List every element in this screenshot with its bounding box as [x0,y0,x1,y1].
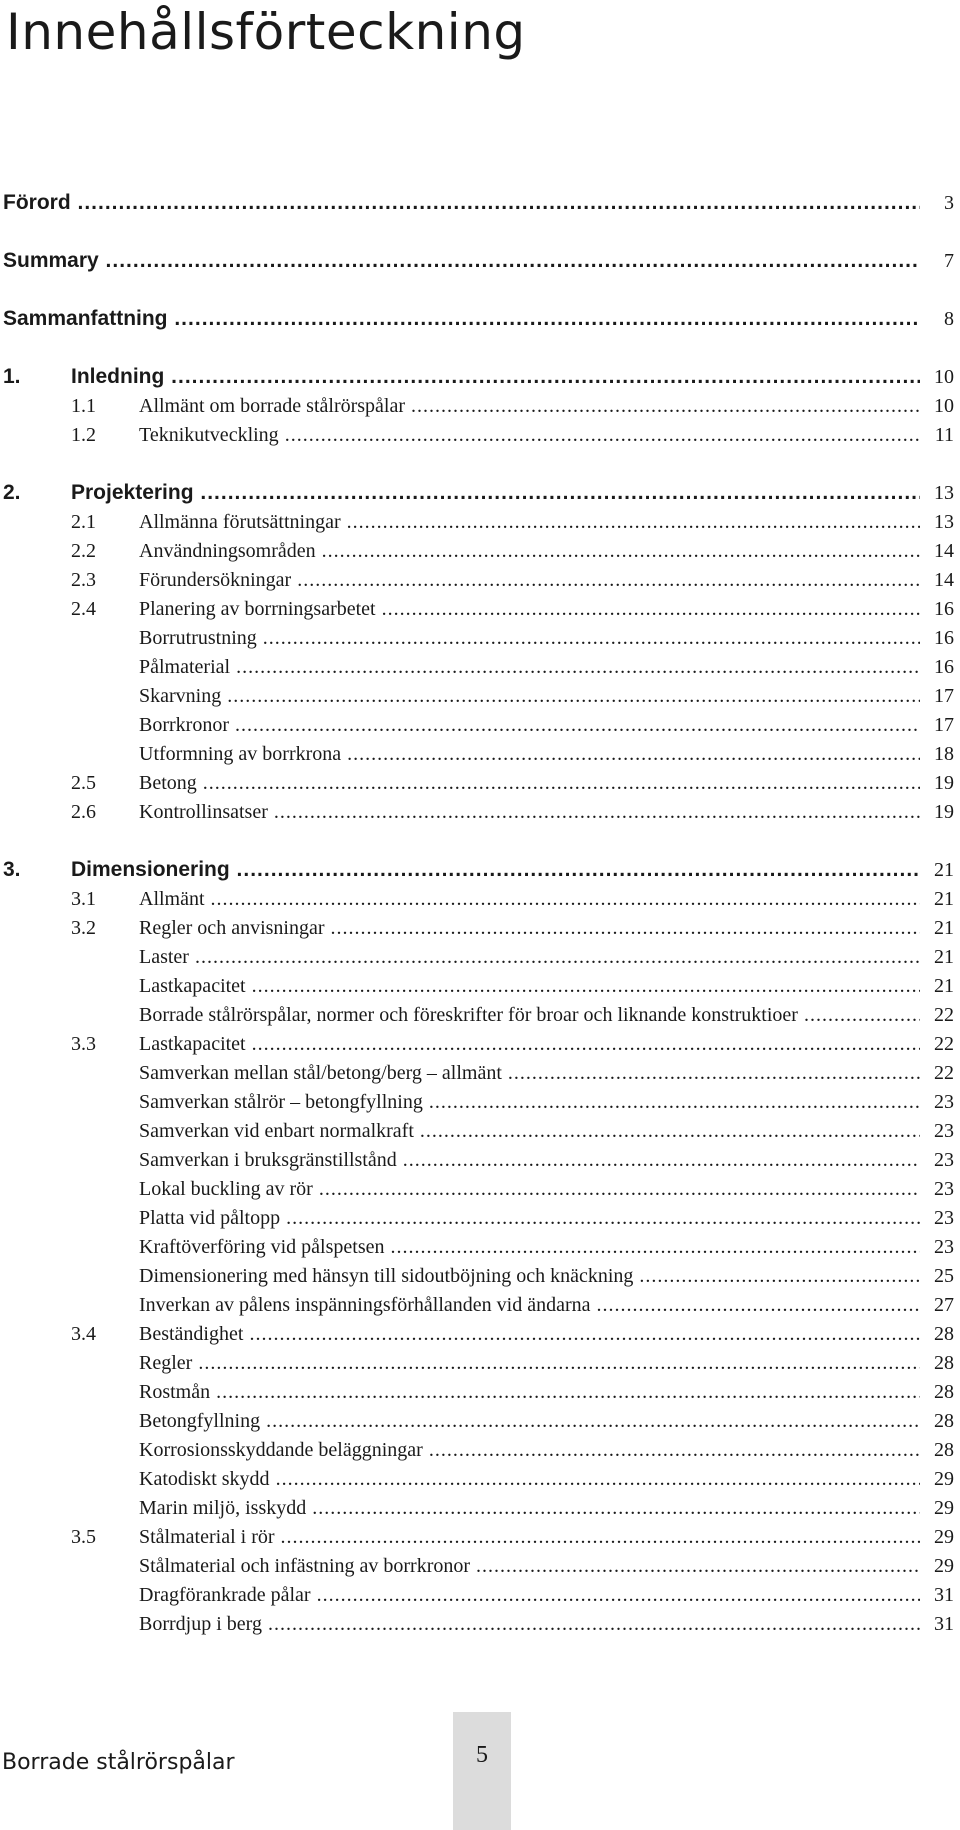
toc-row [0,1203,960,1233]
page-number: 5 [476,1742,488,1768]
toc-row [0,304,960,334]
toc-section-number: 3.4 [71,1323,96,1345]
toc-page-number: 27 [932,1290,954,1320]
toc-entry-title[interactable]: Summary ..... [3,246,920,276]
toc-page-number: 21 [932,884,954,914]
toc-page-number: 23 [932,1145,954,1175]
toc-entry-title[interactable]: Regler och anvisningar ..... [139,913,920,943]
toc-page-number: 19 [932,797,954,827]
toc-page-number: 21 [932,971,954,1001]
toc-page-number: 22 [932,1000,954,1030]
toc-page-number: 23 [932,1087,954,1117]
toc-entry-title[interactable]: Korrosionsskyddande beläggningar ..... [139,1435,920,1465]
toc-entry-title[interactable]: Borrkronor ..... [139,710,920,740]
toc-page-number: 7 [942,246,954,276]
toc-section-number: 3. [3,858,21,881]
toc-section-number: 1. [3,365,21,388]
toc-page-number: 13 [932,478,954,508]
toc-section-number: 3.5 [71,1526,96,1548]
toc-entry-title[interactable]: Samverkan i bruksgränstillstånd ..... [139,1145,920,1175]
toc-row [0,1000,960,1030]
toc-row [0,1348,960,1378]
toc-row [0,1174,960,1204]
toc-page-number: 28 [932,1319,954,1349]
toc-page-number: 14 [932,536,954,566]
toc-row [0,1029,960,1059]
toc-entry-title[interactable]: Allmänna förutsättningar ..... [139,507,920,537]
toc-row [0,1145,960,1175]
toc-row [0,478,960,508]
toc-row [0,565,960,595]
toc-entry-title[interactable]: Utformning av borrkrona ..... [139,739,920,769]
toc-entry-title[interactable]: Förord ..... [3,188,920,218]
toc-row [0,681,960,711]
toc-page-number: 21 [932,942,954,972]
toc-page-number: 28 [932,1406,954,1436]
toc-row [0,739,960,769]
page-title: Innehållsförteckning [6,3,526,61]
toc-row [0,913,960,943]
toc-page-number: 25 [932,1261,954,1291]
toc-row [0,1261,960,1291]
toc-row [0,884,960,914]
toc-entry-title[interactable]: Sammanfattning ..... [3,304,920,334]
toc-section-number: 1.1 [71,395,96,417]
toc-page-number: 14 [932,565,954,595]
toc-row [0,768,960,798]
toc-page-number: 19 [932,768,954,798]
toc-page-number: 16 [932,594,954,624]
toc-row [0,1464,960,1494]
toc-page-number: 22 [932,1029,954,1059]
toc-entry-title[interactable]: Inledning ..... [71,362,920,392]
toc-entry-title[interactable]: Borrade stålrörspålar, normer och föreskrifter för broar och liknande konstruktioer ..... [139,1000,920,1030]
toc-page-number: 31 [932,1580,954,1610]
toc-row [0,1609,960,1639]
toc-page-number: 29 [932,1551,954,1581]
toc-row [0,594,960,624]
toc-entry-title[interactable]: Borrutrustning ..... [139,623,920,653]
toc-row [0,188,960,218]
toc-entry-title[interactable]: Borrdjup i berg ..... [139,1609,920,1639]
toc-entry-title[interactable]: Marin miljö, isskydd ..... [139,1493,920,1523]
toc-page-number: 23 [932,1203,954,1233]
toc-entry-title[interactable]: Betong ..... [139,768,920,798]
toc-row [0,391,960,421]
toc-entry-title[interactable]: Lastkapacitet ..... [139,971,920,1001]
toc-entry-title[interactable]: Skarvning ..... [139,681,920,711]
toc-entry-title[interactable]: Dragförankrade pålar ..... [139,1580,920,1610]
toc-page-number: 23 [932,1174,954,1204]
toc-page-number: 28 [932,1377,954,1407]
toc-entry-title[interactable]: Samverkan vid enbart normalkraft ..... [139,1116,920,1146]
toc-page-number: 21 [932,855,954,885]
toc-section-number: 3.3 [71,1033,96,1055]
toc-page-number: 21 [932,913,954,943]
toc-row [0,1493,960,1523]
toc-page-number: 18 [932,739,954,769]
toc-row [0,942,960,972]
toc-row [0,652,960,682]
toc-row [0,1406,960,1436]
toc-entry-title[interactable]: Kontrollinsatser ..... [139,797,920,827]
toc-entry-title[interactable]: Samverkan stålrör – betongfyllning ..... [139,1087,920,1117]
toc-entry-title[interactable]: Lastkapacitet ..... [139,1029,920,1059]
toc-entry-title[interactable]: Stålmaterial och infästning av borrkronor ..... [139,1551,920,1581]
toc-entry-title[interactable]: Projektering ..... [71,478,920,508]
toc-entry-title[interactable]: Dimensionering med hänsyn till sidoutböjning och knäckning ..... [139,1261,920,1291]
toc-page-number: 29 [932,1464,954,1494]
page-number-box [453,1712,511,1830]
toc-row [0,246,960,276]
toc-row [0,1580,960,1610]
toc-section-number: 2. [3,481,21,504]
toc-page-number: 22 [932,1058,954,1088]
toc-entry-title[interactable]: Pålmaterial ..... [139,652,920,682]
toc-entry-title[interactable]: Allmänt om borrade stålrörspålar ..... [139,391,920,421]
toc-page-number: 13 [932,507,954,537]
toc-entry-title[interactable]: Betongfyllning ..... [139,1406,920,1436]
toc-entry-title[interactable]: Beständighet ..... [139,1319,920,1349]
toc-row [0,1435,960,1465]
toc-page-number: 16 [932,652,954,682]
toc-section-number: 3.2 [71,917,96,939]
toc-section-number: 3.1 [71,888,96,910]
toc-row [0,1377,960,1407]
toc-row [0,1232,960,1262]
toc-section-number: 2.5 [71,772,96,794]
toc-page-number: 29 [932,1493,954,1523]
toc-row [0,623,960,653]
toc-page-number: 17 [932,710,954,740]
toc-entry-title[interactable]: Platta vid påltopp ..... [139,1203,920,1233]
toc-row [0,362,960,392]
toc-page-number: 10 [932,362,954,392]
toc-page-number: 28 [932,1435,954,1465]
toc-section-number: 1.2 [71,424,96,446]
toc-page-number: 8 [942,304,954,334]
toc-entry-title[interactable]: Lokal buckling av rör ..... [139,1174,920,1204]
toc-row [0,536,960,566]
toc-entry-title[interactable]: Allmänt ..... [139,884,920,914]
toc-entry-title[interactable]: Dimensionering ..... [71,855,920,885]
toc-row [0,1290,960,1320]
toc-section-number: 2.6 [71,801,96,823]
toc-row [0,1522,960,1552]
toc-page-number: 10 [932,391,954,421]
toc-row [0,1116,960,1146]
toc-row [0,1058,960,1088]
toc-section-number: 2.4 [71,598,96,620]
toc-entry-title[interactable]: Inverkan av pålens inspänningsförhållanden vid ändarna ..... [139,1290,920,1320]
toc-row [0,710,960,740]
toc-entry-title[interactable]: Teknikutveckling ..... [139,420,920,450]
toc-page-number: 29 [932,1522,954,1552]
toc-page-number: 11 [933,420,954,450]
toc-row [0,420,960,450]
toc-page-number: 28 [932,1348,954,1378]
footer-book-title: Borrade stålrörspålar [2,1750,235,1775]
toc-entry-title[interactable]: Rostmån ..... [139,1377,920,1407]
toc-page-number: 17 [932,681,954,711]
toc-page-number: 16 [932,623,954,653]
toc-row [0,1087,960,1117]
toc-row [0,971,960,1001]
toc-entry-title[interactable]: Stålmaterial i rör ..... [139,1522,920,1552]
toc-entry-title[interactable]: Förundersökningar ..... [139,565,920,595]
toc-entry-title[interactable]: Katodiskt skydd ..... [139,1464,920,1494]
toc-entry-title[interactable]: Planering av borrningsarbetet ..... [139,594,920,624]
toc-row [0,1551,960,1581]
toc-entry-title[interactable]: Kraftöverföring vid pålspetsen ..... [139,1232,920,1262]
toc-entry-title[interactable]: Användningsområden ..... [139,536,920,566]
toc-section-number: 2.3 [71,569,96,591]
toc-row [0,855,960,885]
toc-page-number: 3 [942,188,954,218]
toc-row [0,507,960,537]
toc-page-number: 23 [932,1232,954,1262]
toc-page-number: 31 [932,1609,954,1639]
toc-entry-title[interactable]: Samverkan mellan stål/betong/berg – allmänt ..... [139,1058,920,1088]
toc-entry-title[interactable]: Laster ..... [139,942,920,972]
toc-section-number: 2.1 [71,511,96,533]
toc-row [0,1319,960,1349]
toc-section-number: 2.2 [71,540,96,562]
toc-row [0,797,960,827]
toc-page-number: 23 [932,1116,954,1146]
toc-entry-title[interactable]: Regler ..... [139,1348,920,1378]
